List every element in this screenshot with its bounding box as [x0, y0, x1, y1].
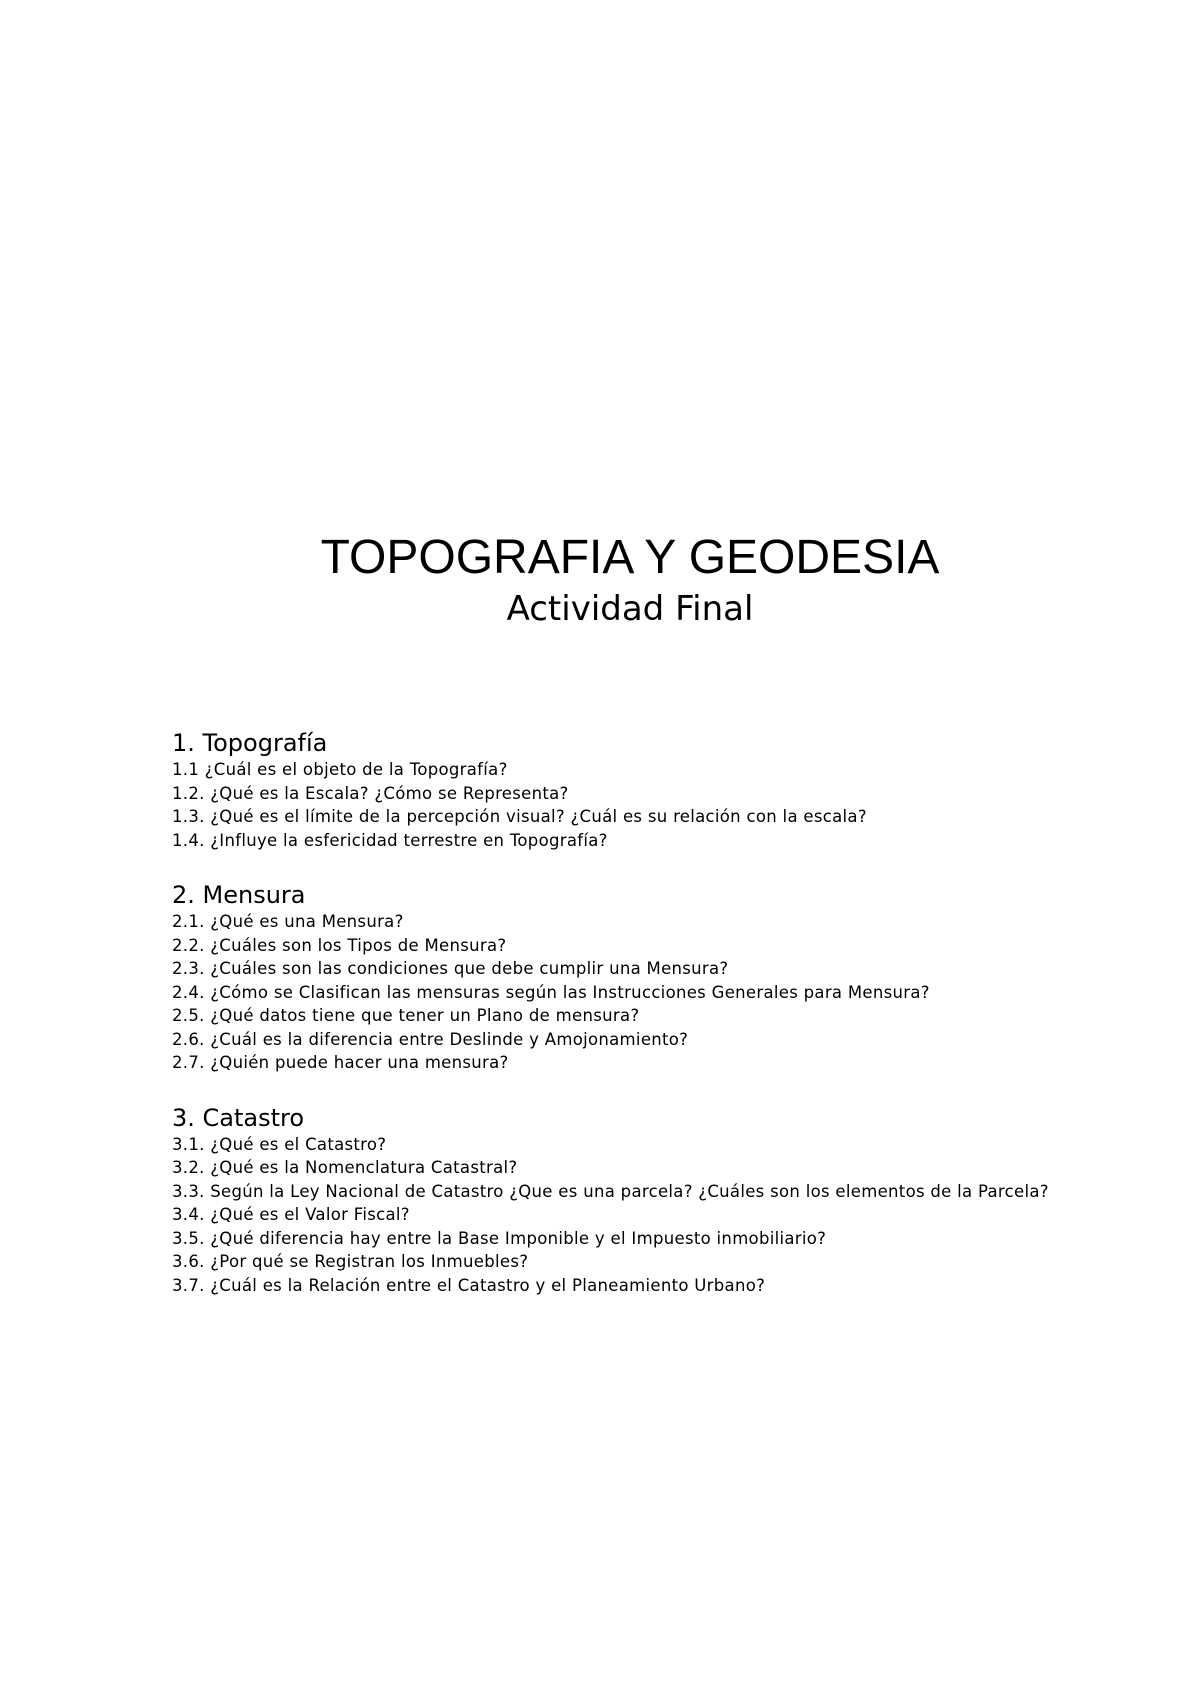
- question-item: 1.3. ¿Qué es el límite de la percepción visual? ¿Cuál es su relación con la escala?: [172, 807, 867, 826]
- question-item: 3.4. ¿Qué es el Valor Fiscal?: [172, 1205, 410, 1224]
- section-heading: 1. Topografía: [172, 729, 328, 757]
- question-list: [172, 758, 1092, 852]
- question-item: 3.2. ¿Qué es la Nomenclatura Catastral?: [172, 1158, 518, 1177]
- question-item: 3.5. ¿Qué diferencia hay entre la Base Imponible y el Impuesto inmobiliario?: [172, 1228, 827, 1248]
- question-item: 2.5. ¿Qué datos tiene que tener un Plano de mensura?: [172, 1006, 640, 1025]
- section-heading: 3. Catastro: [172, 1103, 305, 1132]
- question-item: 3.1. ¿Qué es el Catastro?: [172, 1134, 387, 1154]
- title-block: [0, 532, 1200, 630]
- question-item: 3.7. ¿Cuál es la Relación entre el Catastro y el Planeamiento Urbano?: [172, 1275, 766, 1295]
- question-item: 2.2. ¿Cuáles son los Tipos de Mensura?: [172, 935, 507, 955]
- question-item: 1.1 ¿Cuál es el objeto de la Topografía?: [172, 760, 508, 779]
- sections-container: [172, 728, 1092, 1325]
- question-item: 3.3. Según la Ley Nacional de Catastro ¿Que es una parcela? ¿Cuáles son los elementos de la Parcela?: [172, 1181, 1049, 1201]
- section-mensura: [172, 880, 1092, 1075]
- question-list: [172, 1133, 1092, 1298]
- section-catastro: [172, 1103, 1092, 1298]
- section-topografia: [172, 728, 1092, 852]
- question-item: 2.6. ¿Cuál es la diferencia entre Deslinde y Amojonamiento?: [172, 1029, 689, 1049]
- question-item: 2.1. ¿Qué es una Mensura?: [172, 912, 404, 931]
- question-item: 2.3. ¿Cuáles son las condiciones que debe cumplir una Mensura?: [172, 959, 729, 978]
- question-item: 3.6. ¿Por qué se Registran los Inmuebles?: [172, 1252, 529, 1271]
- section-heading: 2. Mensura: [172, 881, 306, 909]
- question-list: [172, 910, 1092, 1075]
- document-subtitle: Actividad Final: [506, 589, 754, 629]
- question-item: 1.4. ¿Influye la esfericidad terrestre en Topografía?: [172, 830, 608, 850]
- question-item: 2.4. ¿Cómo se Clasifican las mensuras según las Instrucciones Generales para Mensura?: [172, 982, 930, 1002]
- question-item: 1.2. ¿Qué es la Escala? ¿Cómo se Representa?: [172, 783, 569, 803]
- question-item: 2.7. ¿Quién puede hacer una mensura?: [172, 1053, 509, 1072]
- document-title: TOPOGRAFIA Y GEODESIA: [320, 531, 940, 584]
